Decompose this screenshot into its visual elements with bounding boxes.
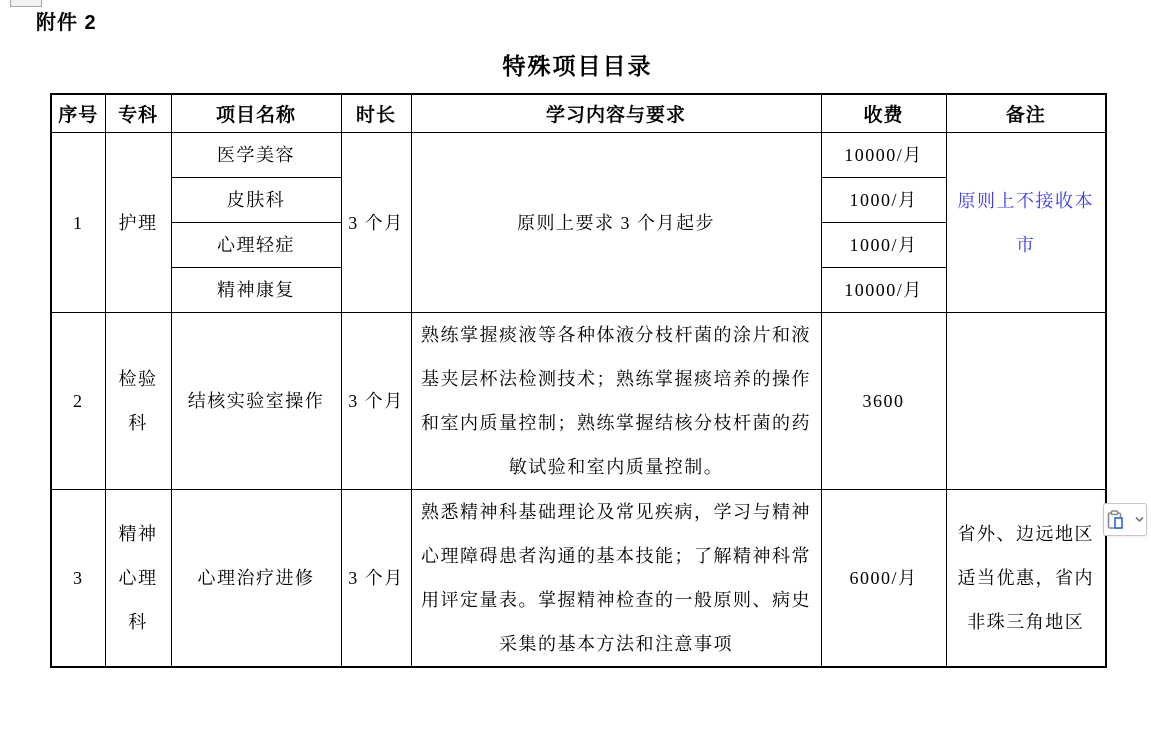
- cell-fee: 10000/月: [821, 133, 946, 178]
- page-title: 特殊项目目录: [502, 53, 653, 79]
- cell-specialty: 精神心理科: [105, 490, 171, 668]
- special-projects-table: [50, 93, 1107, 668]
- cell-specialty: 检验科: [105, 313, 171, 490]
- table-row: [51, 313, 1106, 490]
- table-row: [51, 133, 1106, 178]
- header-serial: 序号: [51, 94, 105, 133]
- cell-project: 心理治疗进修: [171, 490, 341, 668]
- table-row: [51, 490, 1106, 668]
- paste-options-button[interactable]: [1103, 503, 1147, 536]
- cell-project: 医学美容: [171, 133, 341, 178]
- chevron-down-icon: [1135, 516, 1144, 523]
- cell-duration: 3 个月: [341, 313, 411, 490]
- cell-remark: 原则上不接收本市: [946, 133, 1106, 313]
- cell-fee: 1000/月: [821, 223, 946, 268]
- cell-project: 精神康复: [171, 268, 341, 313]
- cell-serial: 1: [51, 133, 105, 313]
- cell-project: 皮肤科: [171, 178, 341, 223]
- cell-fee: 6000/月: [821, 490, 946, 668]
- cell-serial: 3: [51, 490, 105, 668]
- cell-serial: 2: [51, 313, 105, 490]
- attachment-label: 附件 2: [36, 12, 97, 34]
- cell-project: 心理轻症: [171, 223, 341, 268]
- cell-duration: 3 个月: [341, 490, 411, 668]
- cell-duration: 3 个月: [341, 133, 411, 313]
- cell-content: 原则上要求 3 个月起步: [411, 133, 821, 313]
- cell-content: 熟练掌握痰液等各种体液分枝杆菌的涂片和液基夹层杯法检测技术；熟练掌握痰培养的操作和室内质量控制；熟练掌握结核分枝杆菌的药敏试验和室内质量控制。: [411, 313, 821, 490]
- cell-project: 结核实验室操作: [171, 313, 341, 490]
- header-project-name: 项目名称: [171, 94, 341, 133]
- cell-fee: 3600: [821, 313, 946, 490]
- header-content: 学习内容与要求: [411, 94, 821, 133]
- cell-specialty: 护理: [105, 133, 171, 313]
- table-header-row: [51, 94, 1106, 133]
- clipboard-icon: [1107, 510, 1133, 530]
- cell-content: 熟悉精神科基础理论及常见疾病，学习与精神心理障碍患者沟通的基本技能；了解精神科常用评定量表。掌握精神检查的一般原则、病史采集的基本方法和注意事项: [411, 490, 821, 668]
- cell-remark: [946, 313, 1106, 490]
- header-duration: 时长: [341, 94, 411, 133]
- cell-fee: 10000/月: [821, 268, 946, 313]
- header-specialty: 专科: [105, 94, 171, 133]
- cell-fee: 1000/月: [821, 178, 946, 223]
- header-remark: 备注: [946, 94, 1106, 133]
- cell-remark: 省外、边远地区适当优惠，省内非珠三角地区: [946, 490, 1106, 668]
- header-fee: 收费: [821, 94, 946, 133]
